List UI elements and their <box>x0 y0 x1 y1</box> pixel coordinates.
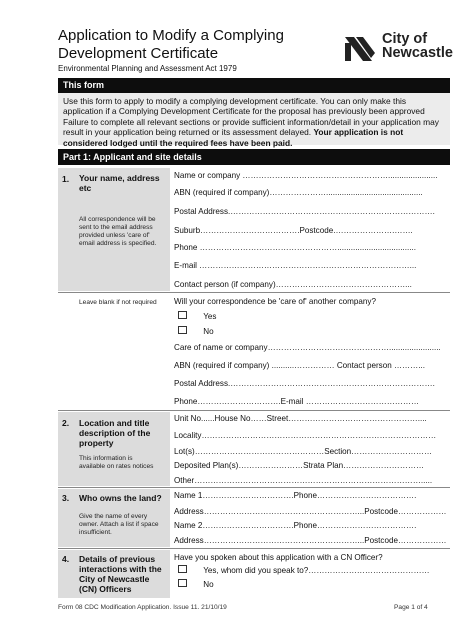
lot-section-field[interactable]: Lot(s)…………………………………………Section………………………… <box>174 447 433 456</box>
sec3-note: Give the name of every owner. Attach a list if space insufficient. <box>79 513 159 536</box>
cn-officer-question: Have you spoken about this application with a CN Officer? <box>174 553 383 562</box>
care-of-question: Will your correspondence be 'care of' another company? <box>174 297 376 306</box>
care-of-abn-contact-field[interactable]: ABN (required if company) ..........…………… Contact person ………... <box>174 361 425 370</box>
logo-line1: City of <box>382 31 428 47</box>
email-field[interactable]: E-mail ……………………………………………………………………... <box>174 261 417 270</box>
owner2-address-field[interactable]: Address…………………………………………………...Postcode……………… <box>174 536 447 545</box>
footer-form-id: Form 08 CDC Modification Application. Issue 11. 21/10/19 <box>58 604 227 611</box>
name-field[interactable]: Name or company ………………………………………………...................... <box>174 171 438 180</box>
cn-officer-yes-option[interactable] <box>178 565 430 575</box>
city-logo-icon <box>342 33 378 65</box>
care-of-yes-label: Yes <box>203 312 217 321</box>
sec1-number: 1. <box>62 174 70 184</box>
sec2-number: 2. <box>62 418 70 428</box>
sec3-label: Who owns the land? <box>79 493 162 503</box>
deposited-strata-plan-field[interactable]: Deposited Plan(s)……………………Strata Plan………………………… <box>174 461 425 470</box>
sec1-label: Your name, address etc <box>79 173 160 193</box>
care-of-no-option[interactable] <box>178 326 214 336</box>
care-of-no-label: No <box>203 327 214 336</box>
city-logo-text <box>382 32 453 60</box>
cn-officer-yes-label: Yes, whom did you speak to?……………………………………… <box>203 566 430 575</box>
suburb-postcode-field[interactable]: Suburb……………………………….Postcode.………………….……. <box>174 226 413 235</box>
care-of-name-field[interactable]: Care of name or company………………………………………....................... <box>174 343 441 352</box>
cn-officer-no-label: No <box>203 580 214 589</box>
sec3-number: 3. <box>62 493 70 503</box>
intro-text: Use this form to apply to modify a complying development certificate. You can only make this application if a Complying Development Certificate for the proposal has previously been approved Failure to complete all relevant sections or provide sufficient information/detail in your application may result in your application being returned or its assessment delayed. <box>63 96 439 138</box>
phone-field[interactable]: Phone ……………………………………………................................... <box>174 243 416 252</box>
form-title: Application to Modify a Complying Development Certificate <box>58 27 284 62</box>
unit-house-street-field[interactable]: Unit No......House No……Street………………………………………….... <box>174 414 427 423</box>
sec1-note: All correspondence will be sent to the email address provided unless 'care of' email address is specified. <box>79 216 157 247</box>
care-of-phone-email-field[interactable]: Phone………………………….E-mail …………………………………… <box>174 397 420 406</box>
checkbox-icon[interactable] <box>178 326 187 334</box>
postal-address-field[interactable]: Postal Address.…………………………………………………………………. <box>174 207 435 216</box>
sec2-label: Location and title description of the property <box>79 418 151 448</box>
divider <box>58 292 450 293</box>
this-form-body <box>58 93 450 148</box>
locality-field[interactable]: Locality…………………………………………………………………………… <box>174 431 437 440</box>
checkbox-icon[interactable] <box>178 311 187 319</box>
part1-heading: Part 1: Applicant and site details <box>58 149 450 165</box>
act-reference: Environmental Planning and Assessment Act 1979 <box>58 64 237 73</box>
checkbox-icon[interactable] <box>178 579 187 587</box>
care-of-postal-address-field[interactable]: Postal Address.…………………………………………………………………. <box>174 379 435 388</box>
abn-field[interactable]: ABN (required if company)…………………........................................... <box>174 188 423 197</box>
care-of-yes-option[interactable] <box>178 311 216 321</box>
divider <box>58 548 450 549</box>
intro-bold-text: Your application is not considered lodged until the required fees have been paid. <box>63 127 404 148</box>
owner1-name-phone-field[interactable]: Name 1…………………………….Phone………………………………. <box>174 491 417 500</box>
sec4-number: 4. <box>62 554 70 564</box>
sec2-note: This information is available on rates notices <box>79 455 154 470</box>
sec1b-note: Leave blank if not required <box>79 299 157 306</box>
contact-person-field[interactable]: Contact person (if company)…………………………………………... <box>174 280 412 289</box>
other-field[interactable]: Other…………………………………………………………………………..... <box>174 476 433 485</box>
sec4-label: Details of previous interactions with the City of Newcastle (CN) Officers <box>79 554 162 594</box>
divider <box>58 487 450 488</box>
cn-officer-no-option[interactable] <box>178 579 214 589</box>
this-form-heading: This form <box>58 78 450 93</box>
owner1-address-field[interactable]: Address…………………………………………………...Postcode……………… <box>174 507 447 516</box>
logo-line2: Newcastle <box>382 45 453 61</box>
checkbox-icon[interactable] <box>178 565 187 573</box>
divider <box>58 410 450 411</box>
owner2-name-phone-field[interactable]: Name 2…………………………….Phone………………………………. <box>174 521 417 530</box>
footer-page-number: Page 1 of 4 <box>394 604 428 611</box>
